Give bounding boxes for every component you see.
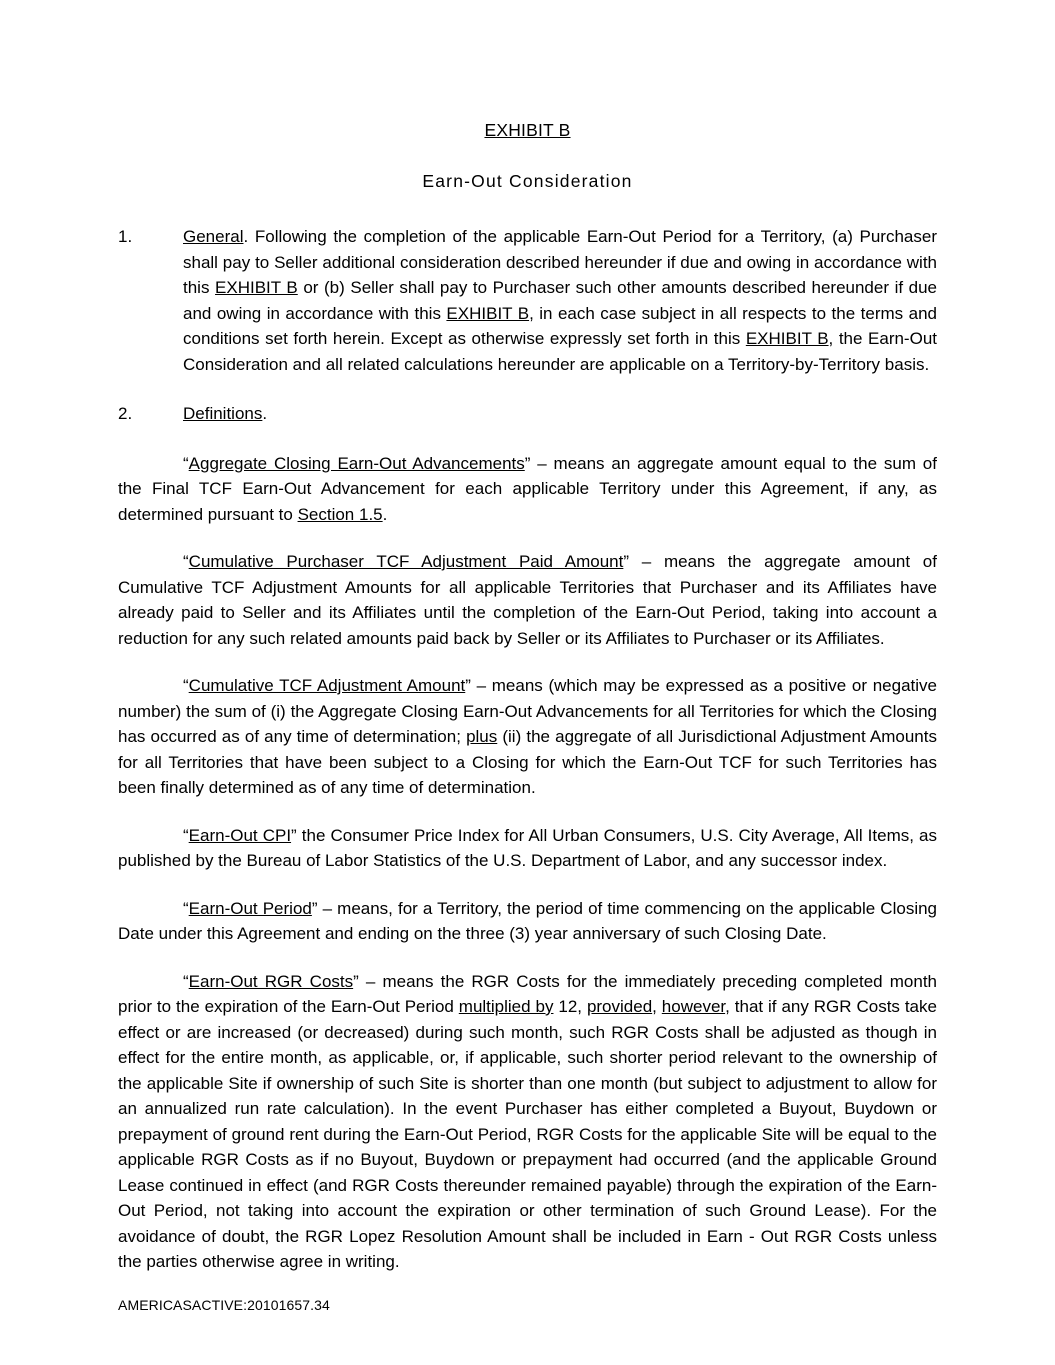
defn-body-2: 12, <box>553 997 587 1016</box>
defn-body-1: the Consumer Price Index for All Urban Consumers, U.S. City Average, All Items, as published by the Bureau of Labor Statistics of the U.S. Department of Labor, and any successor index. <box>118 825 937 870</box>
defn-body-1: – means (which may be expressed as a positive or negative number) the sum of (i) the Aggregate Closing Earn-Out Advancements for all Territories for which the Closing has occurred as of any time of determination; <box>118 676 937 746</box>
defn-body-4: , that if any RGR Costs take effect or are increased (or decreased) during such month, such RGR Costs shall be adjusted as though in effect for the entire month, as applicable, or, if applicable, such shorter period relevant to the ownership of the applicable Site if ownership of such Site is shorter than one month (but subject to adjustment to allow for an annualized run rate calculation). In the event Purchaser has either completed a Buyout, Buydown or prepayment of ground rent during the Earn-Out Period, RGR Costs for the applicable Site will be equal to the applicable RGR Costs as if no Buyout, Buydown or prepayment had occurred (and the applicable Ground Lease continued in effect (and RGR Costs thereunder remained payable) through the expiration of the Earn-Out Period, not taking into account the expiration or other termination of such Ground Lease). For the avoidance of doubt, the RGR Lopez Resolution Amount shall be included in Earn - Out RGR Costs unless the parties otherwise agree in writing. <box>118 997 937 1271</box>
defn-close-quote: ” <box>623 552 630 571</box>
section-2-body <box>183 401 937 427</box>
defn-close-quote: ” <box>311 898 318 918</box>
defn-body-2: . <box>382 504 388 524</box>
defn-open-quote: “ <box>183 453 189 473</box>
section-1-text-1: . Following the completion of the applicable Earn-Out Period for a Territory, (a) Purchaser shall pay to Seller additional consideration described hereunder if due and owing in accordance with this <box>183 227 937 297</box>
section-1-number: 1. <box>118 227 133 246</box>
section-2-number: 2. <box>118 404 133 423</box>
defn-ref-2: provided <box>586 997 653 1016</box>
defn-close-quote: ” <box>524 453 531 473</box>
defn-term: Aggregate Closing Earn-Out Advancements <box>188 453 525 473</box>
section-1-text-2: or (b) Seller shall pay to Purchaser such other amounts described hereunder if due and owing in accordance with this <box>183 278 937 323</box>
defn-term: Earn-Out Period <box>188 898 312 918</box>
defn-body-1: – means an aggregate amount equal to the sum of the Final TCF Earn-Out Advancement for each applicable Territory under this Agreement, if any, as determined pursuant to <box>118 453 937 524</box>
defn-term: Cumulative Purchaser TCF Adjustment Paid Amount <box>188 552 624 571</box>
defn-body-3: , <box>652 997 662 1016</box>
definition-cumulative-tcf-adjustment-amount <box>118 673 937 801</box>
defn-close-quote: ” <box>465 676 471 695</box>
defn-open-quote: “ <box>183 676 189 695</box>
defn-body-1: – means, for a Territory, the period of time commencing on the applicable Closing Date under this Agreement and ending on the three (3) year anniversary of such Closing Date. <box>118 898 938 943</box>
document-footer: AMERICASACTIVE:20101657.34 <box>118 1297 330 1313</box>
page-subtitle: Earn-Out Consideration <box>422 171 633 191</box>
defn-body-2: (ii) the aggregate of all Jurisdictional Adjustment Amounts for all Territories that have been subject to a Closing for which the Earn-Out TCF for such Territories has been finally determined as of any time of determination. <box>118 727 937 797</box>
section-1 <box>118 224 937 377</box>
section-2-text: . <box>262 404 268 423</box>
defn-ref: plus <box>466 727 498 746</box>
defn-open-quote: “ <box>183 825 189 845</box>
section-2 <box>118 401 937 427</box>
defn-ref-3: however <box>661 997 726 1016</box>
defn-close-quote: ” <box>291 825 297 845</box>
defn-body-1: – means the aggregate amount of Cumulative TCF Adjustment Amounts for all applicable Territories that Purchaser and its Affiliates have already paid to Seller and its Affiliates until the completion of the Earn-Out Period, taking into account a reduction for any such related amounts paid back by Seller or its Affiliates to Purchaser or its Affiliates. <box>118 552 937 648</box>
defn-ref-1: multiplied by <box>458 997 554 1016</box>
section-1-ref-1: EXHIBIT B <box>215 278 298 297</box>
defn-open-quote: “ <box>183 898 189 918</box>
defn-body-1: – means the RGR Costs for the immediately preceding completed month prior to the expiration of the Earn-Out Period <box>118 971 937 1016</box>
page-title: EXHIBIT B <box>484 120 571 140</box>
section-2-term: Definitions <box>183 404 263 423</box>
definition-earn-out-period <box>118 896 937 947</box>
defn-open-quote: “ <box>183 552 189 571</box>
section-1-body <box>183 224 937 377</box>
defn-ref: Section 1.5 <box>297 504 383 524</box>
definition-earn-out-rgr-costs <box>118 969 937 1275</box>
defn-open-quote: “ <box>183 971 189 991</box>
section-1-ref-3: EXHIBIT B <box>745 329 829 348</box>
defn-close-quote: ” <box>353 971 359 991</box>
definition-earn-out-cpi <box>118 823 937 874</box>
section-1-ref-2: EXHIBIT B <box>446 303 530 323</box>
definition-cumulative-purchaser-tcf-adjustment-paid-amount <box>118 549 937 651</box>
defn-term: Earn-Out RGR Costs <box>188 971 354 991</box>
definition-aggregate-closing-earn-out-advancements <box>118 451 937 528</box>
section-1-text-3: , in each case subject in all respects to the terms and conditions set forth herein. Except as otherwise expressly set forth in this <box>183 303 937 348</box>
defn-term: Earn-Out CPI <box>188 825 292 845</box>
defn-term: Cumulative TCF Adjustment Amount <box>188 676 466 695</box>
section-1-term: General <box>183 227 244 246</box>
section-1-text-4: , the Earn-Out Consideration and all related calculations hereunder are applicable on a Territory-by-Territory basis. <box>183 329 937 374</box>
